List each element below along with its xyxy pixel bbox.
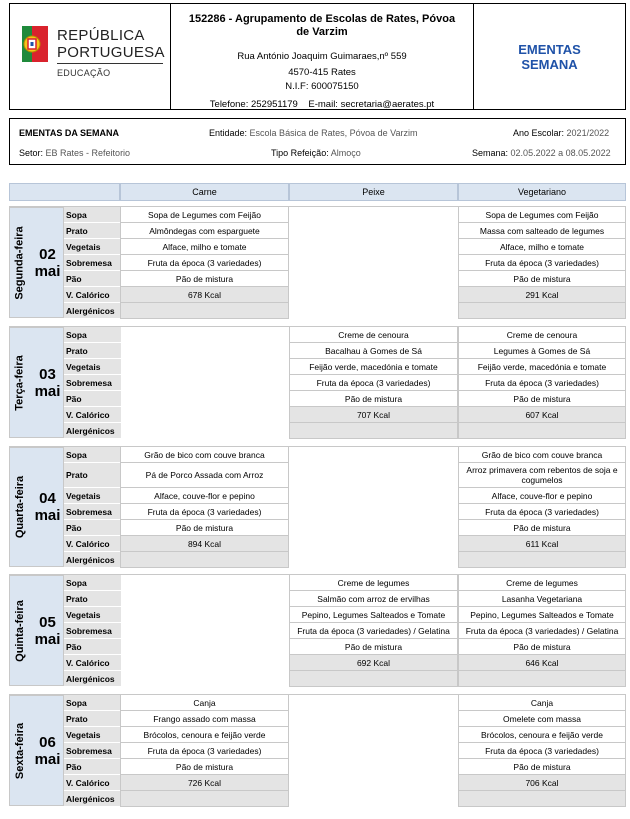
row-label: Alergénicos: [64, 303, 121, 319]
empty-cell: [289, 727, 458, 743]
ano-label: Ano Escolar:: [513, 128, 565, 138]
empty-cell: [289, 504, 458, 520]
weekday-text: Quinta-feira: [14, 599, 27, 662]
day-date: [30, 576, 65, 685]
empty-cell: [120, 375, 289, 391]
column-header-vegetariano: Vegetariano: [458, 183, 626, 201]
empty-cell: [289, 239, 458, 255]
day-number: 02: [39, 245, 56, 263]
weekday-label: [10, 696, 30, 805]
menu-cell-vegetariano: Sopa de Legumes com Feijão: [458, 207, 626, 223]
menu-cell-carne: Canja: [120, 695, 289, 711]
menu-cell-vegetariano: Arroz primavera com rebentos de soja e cogumelos: [458, 463, 626, 488]
row-label: Prato: [64, 463, 121, 488]
empty-cell: [289, 711, 458, 727]
menu-cell-vegetariano: Pepino, Legumes Salteados e Tomate: [458, 607, 626, 623]
menu-cell-peixe: Fruta da época (3 variedades) / Gelatina: [289, 623, 458, 639]
day-header: [9, 447, 64, 567]
row-label: Pão: [64, 759, 121, 775]
day-number: 06: [39, 733, 56, 751]
weekday-text: Terça-feira: [14, 354, 26, 411]
menu-cell-peixe: Pão de mistura: [289, 391, 458, 407]
row-label: Sopa: [64, 207, 121, 223]
empty-cell: [289, 271, 458, 287]
row-label: V. Calórico: [64, 407, 121, 423]
tipo-value: Almoço: [330, 148, 361, 158]
row-label: V. Calórico: [64, 655, 121, 671]
school-address: Rua António Joaquim Guimaraes,nº 559: [237, 51, 407, 62]
setor-label: Setor:: [19, 148, 44, 158]
menu-cell-vegetariano: Fruta da época (3 variedades): [458, 255, 626, 271]
school-nif: N.I.F: 600075150: [285, 81, 359, 92]
menu-cell-peixe: Creme de legumes: [289, 575, 458, 591]
menu-cell-carne: Fruta da época (3 variedades): [120, 504, 289, 520]
row-label: Vegetais: [64, 488, 121, 504]
menu-cell-vegetariano: Lasanha Vegetariana: [458, 591, 626, 607]
row-label: Pão: [64, 639, 121, 655]
menu-cell-vegetariano: Fruta da época (3 variedades): [458, 375, 626, 391]
semana-field: [472, 148, 611, 158]
row-label: Alergénicos: [64, 671, 121, 687]
menu-cell-carne: Sopa de Legumes com Feijão: [120, 207, 289, 223]
menu-cell-vegetariano: [458, 423, 626, 439]
menu-cell-peixe: Feijão verde, macedónia e tomate: [289, 359, 458, 375]
row-label: Sobremesa: [64, 375, 121, 391]
row-label: Vegetais: [64, 239, 121, 255]
ano-field: [513, 128, 609, 138]
menu-cell-carne: [120, 303, 289, 319]
empty-cell: [289, 447, 458, 463]
empty-cell: [120, 359, 289, 375]
empty-cell: [120, 575, 289, 591]
day-header: [9, 575, 64, 686]
row-label: Sopa: [64, 575, 121, 591]
empty-cell: [120, 607, 289, 623]
day-header: [9, 207, 64, 318]
empty-cell: [120, 655, 289, 671]
weekday-text: Quarta-feira: [14, 475, 27, 539]
menu-cell-peixe: 707 Kcal: [289, 407, 458, 423]
row-label: Sobremesa: [64, 623, 121, 639]
menu-cell-peixe: 692 Kcal: [289, 655, 458, 671]
menu-cell-carne: Almôndegas com esparguete: [120, 223, 289, 239]
day-month: mai: [34, 262, 61, 280]
day-block: [9, 206, 626, 318]
row-label: Alergénicos: [64, 423, 121, 439]
row-label: Pão: [64, 271, 121, 287]
menu-cell-vegetariano: Massa com salteado de legumes: [458, 223, 626, 239]
menu-cell-vegetariano: Pão de mistura: [458, 520, 626, 536]
logo-divider: [57, 63, 163, 64]
empty-cell: [289, 488, 458, 504]
empty-cell: [289, 207, 458, 223]
day-block: [9, 446, 626, 567]
menu-cell-peixe: Bacalhau à Gomes de Sá: [289, 343, 458, 359]
menu-cell-vegetariano: [458, 303, 626, 319]
menu-cell-peixe: Pepino, Legumes Salteados e Tomate: [289, 607, 458, 623]
weekday-text: Sexta-feira: [14, 722, 27, 779]
empty-cell: [289, 552, 458, 568]
menu-cell-vegetariano: Fruta da época (3 variedades): [458, 504, 626, 520]
menu-cell-vegetariano: Pão de mistura: [458, 391, 626, 407]
row-label: Prato: [64, 343, 121, 359]
empty-cell: [289, 223, 458, 239]
empty-cell: [289, 287, 458, 303]
day-date: [30, 328, 65, 437]
menu-cell-carne: Fruta da época (3 variedades): [120, 743, 289, 759]
semana-label: Semana:: [472, 148, 509, 158]
empty-cell: [120, 639, 289, 655]
menu-cell-vegetariano: [458, 791, 626, 807]
menu-cell-peixe: Salmão com arroz de ervilhas: [289, 591, 458, 607]
coat-of-arms-icon: [22, 26, 48, 62]
menu-cell-vegetariano: Omelete com massa: [458, 711, 626, 727]
menu-cell-carne: [120, 552, 289, 568]
empty-cell: [120, 407, 289, 423]
entidade-value: Escola Básica de Rates, Póvoa de Varzim: [249, 128, 418, 138]
menu-cell-vegetariano: Fruta da época (3 variedades): [458, 743, 626, 759]
menu-cell-vegetariano: Pão de mistura: [458, 759, 626, 775]
day-header: [9, 695, 64, 806]
menu-cell-vegetariano: [458, 552, 626, 568]
menu-cell-vegetariano: Pão de mistura: [458, 639, 626, 655]
row-label: Vegetais: [64, 727, 121, 743]
empty-cell: [289, 743, 458, 759]
weekday-label: [10, 328, 30, 437]
weekday-label: [10, 448, 30, 566]
empty-cell: [289, 536, 458, 552]
menu-cell-vegetariano: Brócolos, cenoura e feijão verde: [458, 727, 626, 743]
row-label: V. Calórico: [64, 287, 121, 303]
menu-cell-vegetariano: 291 Kcal: [458, 287, 626, 303]
row-label: Alergénicos: [64, 791, 121, 807]
menu-cell-vegetariano: Legumes à Gomes de Sá: [458, 343, 626, 359]
school-contacts: [171, 99, 473, 111]
logo-text-portuguesa: PORTUGUESA: [57, 44, 165, 61]
empty-cell: [120, 623, 289, 639]
school-phone: Telefone: 252951179: [209, 99, 298, 110]
menu-cell-peixe: [289, 671, 458, 687]
menu-cell-peixe: Creme de cenoura: [289, 327, 458, 343]
menu-cell-carne: Fruta da época (3 variedades): [120, 255, 289, 271]
empty-cell: [289, 775, 458, 791]
row-label: Sobremesa: [64, 743, 121, 759]
row-label: Vegetais: [64, 359, 121, 375]
row-label: Sopa: [64, 695, 121, 711]
menu-cell-peixe: Fruta da época (3 variedades): [289, 375, 458, 391]
menu-cell-vegetariano: Feijão verde, macedónia e tomate: [458, 359, 626, 375]
day-month: mai: [34, 630, 61, 648]
menu-cell-peixe: [289, 423, 458, 439]
day-month: mai: [34, 750, 61, 768]
row-label: V. Calórico: [64, 536, 121, 552]
row-label: V. Calórico: [64, 775, 121, 791]
empty-cell: [289, 695, 458, 711]
menu-cell-carne: Alface, milho e tomate: [120, 239, 289, 255]
logo-block: [10, 4, 171, 109]
day-month: mai: [34, 507, 61, 524]
menu-cell-vegetariano: Alface, milho e tomate: [458, 239, 626, 255]
empty-cell: [289, 303, 458, 319]
menu-cell-carne: Frango assado com massa: [120, 711, 289, 727]
menu-cell-carne: 678 Kcal: [120, 287, 289, 303]
menu-cell-vegetariano: 607 Kcal: [458, 407, 626, 423]
row-label: Sobremesa: [64, 255, 121, 271]
logo-text-educacao: EDUCAÇÃO: [57, 68, 111, 78]
menu-cell-vegetariano: Creme de legumes: [458, 575, 626, 591]
column-header-blank: [9, 183, 120, 201]
day-header: [9, 327, 64, 438]
empty-cell: [289, 759, 458, 775]
document-header: [9, 3, 626, 110]
row-label: Sopa: [64, 327, 121, 343]
menu-cell-vegetariano: Creme de cenoura: [458, 327, 626, 343]
menu-info-box: [9, 118, 626, 165]
day-date: [30, 208, 65, 317]
row-label: Sobremesa: [64, 504, 121, 520]
menu-cell-carne: Brócolos, cenoura e feijão verde: [120, 727, 289, 743]
menu-cell-carne: Pão de mistura: [120, 759, 289, 775]
menu-cell-vegetariano: Alface, couve-flor e pepino: [458, 488, 626, 504]
menu-cell-vegetariano: Pão de mistura: [458, 271, 626, 287]
empty-cell: [289, 255, 458, 271]
day-month: mai: [34, 382, 61, 400]
menu-cell-carne: Pão de mistura: [120, 271, 289, 287]
document-title-line1: EMENTAS: [518, 41, 581, 57]
empty-cell: [289, 463, 458, 488]
row-label: Sopa: [64, 447, 121, 463]
weekday-label: [10, 576, 30, 685]
weekday-text: Segunda-feira: [14, 225, 27, 300]
day-block: [9, 694, 626, 806]
day-date: [30, 696, 65, 805]
menu-cell-carne: 894 Kcal: [120, 536, 289, 552]
empty-cell: [120, 423, 289, 439]
school-info: [171, 4, 474, 109]
logo-text-republica: REPÚBLICA: [57, 27, 145, 44]
day-block: [9, 574, 626, 686]
menu-cell-carne: Pá de Porco Assada com Arroz: [120, 463, 289, 488]
setor-field: [19, 148, 130, 158]
weekday-label: [10, 208, 30, 317]
entidade-field: [209, 128, 417, 138]
menu-cell-vegetariano: Fruta da época (3 variedades) / Gelatina: [458, 623, 626, 639]
document-title: [474, 4, 625, 109]
menu-cell-vegetariano: Grão de bico com couve branca: [458, 447, 626, 463]
row-label: Pão: [64, 391, 121, 407]
menu-cell-carne: Pão de mistura: [120, 520, 289, 536]
menu-cell-carne: Alface, couve-flor e pepino: [120, 488, 289, 504]
empty-cell: [120, 671, 289, 687]
row-label: Prato: [64, 223, 121, 239]
menu-cell-peixe: Pão de mistura: [289, 639, 458, 655]
row-label: Prato: [64, 711, 121, 727]
menu-cell-vegetariano: Canja: [458, 695, 626, 711]
day-number: 03: [39, 365, 56, 383]
column-header-peixe: Peixe: [289, 183, 458, 201]
empty-cell: [120, 327, 289, 343]
menu-cell-carne: 726 Kcal: [120, 775, 289, 791]
day-date: [30, 448, 65, 566]
day-number: 04: [39, 490, 56, 507]
day-block: [9, 326, 626, 438]
day-number: 05: [39, 613, 56, 631]
menu-cell-carne: [120, 791, 289, 807]
empty-cell: [289, 520, 458, 536]
document-title-line2: SEMANA: [521, 56, 578, 72]
empty-cell: [120, 343, 289, 359]
setor-value: EB Rates - Refeitorio: [45, 148, 131, 158]
ementas-label: EMENTAS DA SEMANA: [19, 128, 120, 138]
school-email: E-mail: secretaria@aerates.pt: [308, 99, 435, 110]
row-label: Alergénicos: [64, 552, 121, 568]
row-label: Pão: [64, 520, 121, 536]
tipo-label: Tipo Refeição:: [271, 148, 329, 158]
row-label: Prato: [64, 591, 121, 607]
ano-value: 2021/2022: [566, 128, 610, 138]
entidade-label: Entidade:: [209, 128, 248, 138]
school-name: 152286 - Agrupamento de Escolas de Rates, Póvoa de Varzim: [188, 13, 456, 38]
semana-value: 02.05.2022 a 08.05.2022: [510, 148, 611, 158]
empty-cell: [120, 391, 289, 407]
menu-cell-vegetariano: 611 Kcal: [458, 536, 626, 552]
row-label: Vegetais: [64, 607, 121, 623]
tipo-field: [271, 148, 361, 158]
menu-cell-vegetariano: 706 Kcal: [458, 775, 626, 791]
school-postal: 4570-415 Rates: [288, 67, 356, 78]
column-header-carne: Carne: [120, 183, 289, 201]
menu-cell-vegetariano: [458, 671, 626, 687]
empty-cell: [289, 791, 458, 807]
menu-cell-vegetariano: 646 Kcal: [458, 655, 626, 671]
menu-cell-carne: Grão de bico com couve branca: [120, 447, 289, 463]
empty-cell: [120, 591, 289, 607]
